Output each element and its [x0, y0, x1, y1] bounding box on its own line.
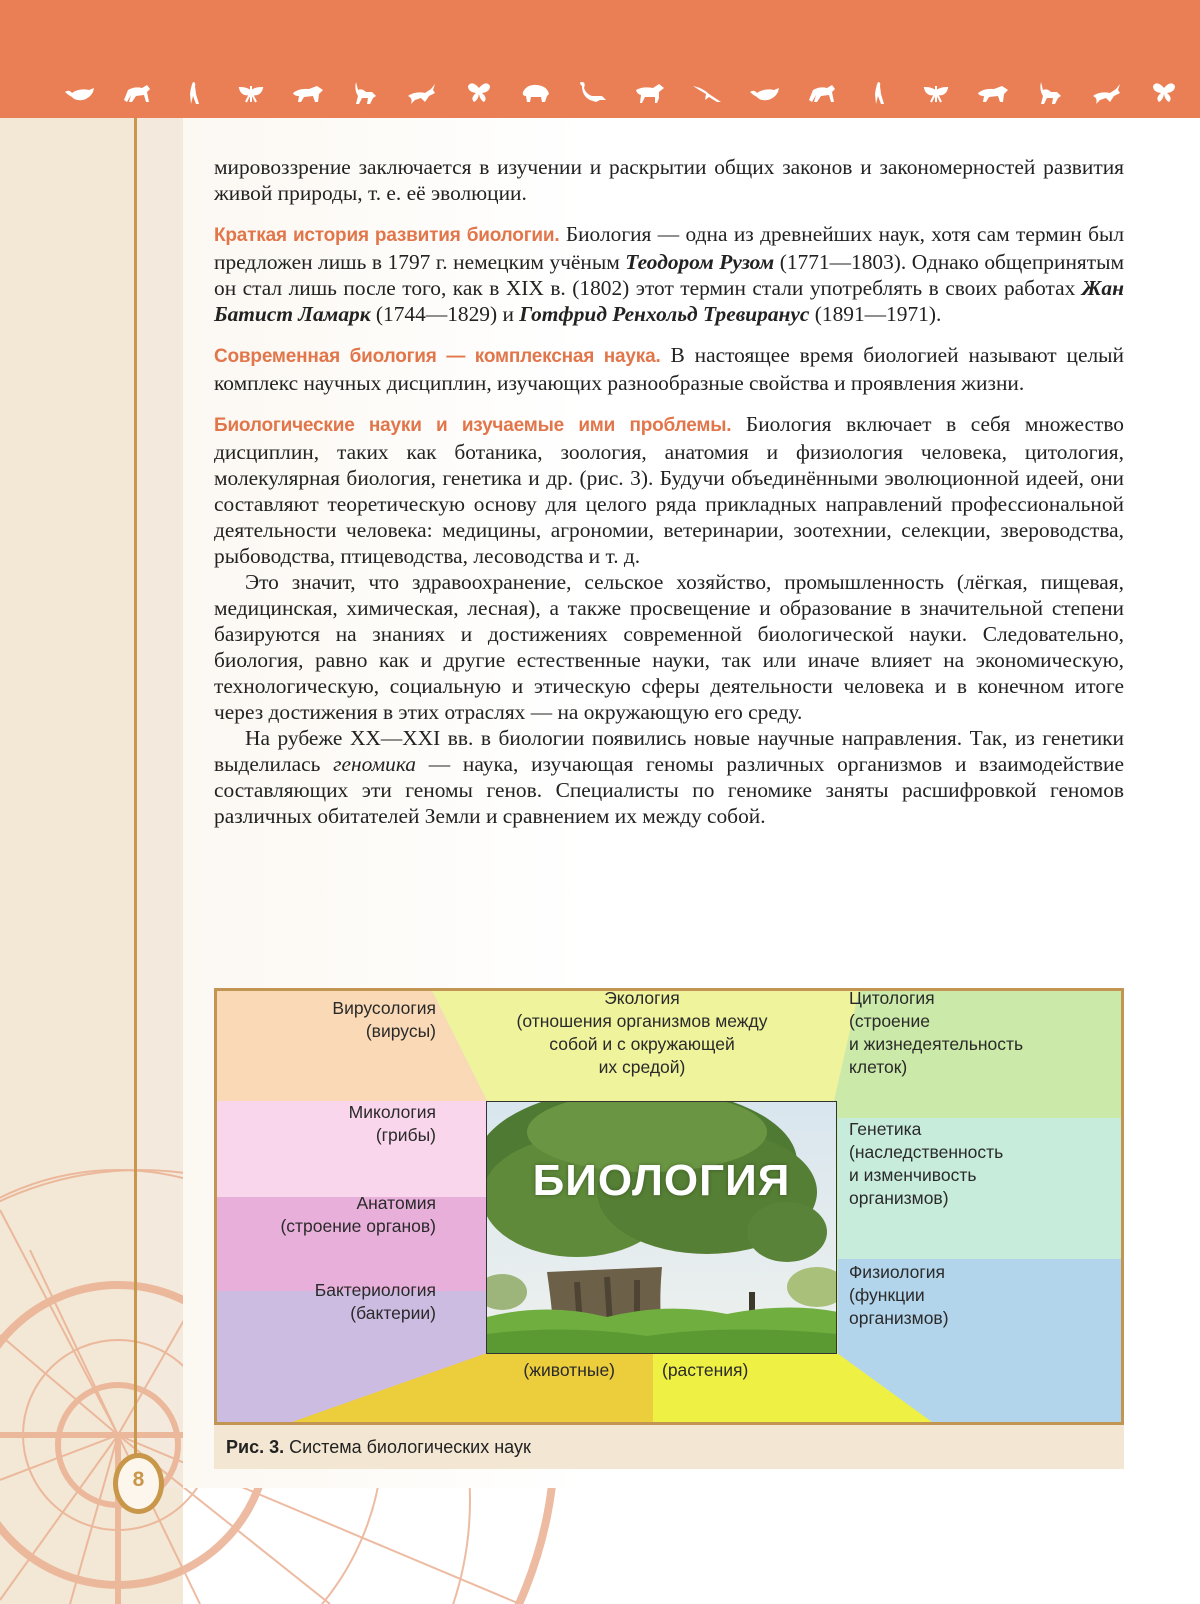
- scientist-name: Готфрид Ренхольд Тревиранус: [519, 302, 810, 326]
- bacteriology-label: Бактериология (бактерии): [314, 1280, 436, 1323]
- dolphin-icon: [747, 79, 783, 107]
- page-header-band: [0, 0, 1200, 118]
- scientist-name: Жан Батист Ламарк: [214, 276, 1124, 326]
- bison-icon: [518, 79, 554, 107]
- ecology-label: Экология (отношения организмов между собой и с окружающей их средой): [516, 988, 768, 1077]
- paragraph-worldview: мировоззрение заключается в изучении и раскрытии общих законов и закономерностей развития живой природы, т. е. её эволюции.: [214, 155, 1124, 205]
- antelope-icon: [404, 79, 440, 107]
- figure-caption-text: Система биологических наук: [284, 1437, 531, 1457]
- paragraph-biological-sciences: Биологические науки и изучаемые ими проблемы. Биология включает в себя множество дисциплин, таких как ботаника, зоология, анатомия и физиология человека, цитология, молекулярная биология, генетика и др. (рис. 3). Будучи объединёнными эволюционной идеей, они составляют теоретическую основу для целого ряда прикладных направлений профессиональной деятельности человека: медицины, агрономии, ветеринарии, зоотехнии, селекции, звероводства, рыбоводства, птицеводства, лесоводства и т. д.: [214, 412, 1124, 568]
- scorpion-icon: [575, 79, 611, 107]
- mycology-label: Микология (грибы): [348, 1102, 436, 1145]
- genetics-label: Генетика (наследственность и изменчивость организмов): [849, 1119, 1004, 1208]
- hyena-icon: [804, 79, 840, 107]
- meerkat-icon: [861, 79, 897, 107]
- botany-label: (растения): [662, 1360, 749, 1380]
- antelope-icon: [1089, 79, 1125, 107]
- cat-icon: [1032, 79, 1068, 107]
- section-heading-sciences: Биологические науки и изучаемые ими проблемы.: [214, 415, 732, 436]
- figure-caption: [214, 1425, 1124, 1469]
- anatomy-label: Анатомия (строение органов): [280, 1193, 436, 1236]
- scientist-name: Теодором Рузом: [625, 250, 775, 274]
- hyena-icon: [119, 79, 155, 107]
- paragraph-impact: Это значит, что здравоохранение, сельское хозяйство, промышленность (лёгкая, пищевая, медицинская, химическая, лесная), а также просвещение и образование в значительной степени базируются на знаниях и достижениях современной биологической науки. Следовательно, биология, равно как и другие естественные науки, так или иначе влияет на экономическую, технологическую, социальную и этическую сферы деятельности человека и в конечном итоге через достижения в этих отраслях — на окружающую его среду.: [214, 570, 1124, 724]
- left-margin-inner: [136, 118, 183, 1488]
- margin-rule-line: [134, 118, 137, 1468]
- butterfly-icon: [461, 79, 497, 107]
- boar-icon: [290, 79, 326, 107]
- biology-title: БИОЛОГИЯ: [532, 1156, 791, 1205]
- paragraph-genomics: На рубеже XX—XXI вв. в биологии появились новые научные направления. Так, из генетики выделилась геномика — наука, изучающая геномы различных организмов и взаимодействие составляющих эти геномы генов. Специалисты по геномике заняты расшифровкой геномов различных обитателей Земли и сравнением их между собой.: [214, 726, 1124, 828]
- paragraph-history: Краткая история развития биологии. Биология — одна из древнейших наук, хотя сам термин был предложен лишь в 1797 г. немецким учёным Теодором Рузом (1771—1803). Однако общепринятым он стал лишь после того, как в XIX в. (1802) этот термин стали употреблять в своих работах Жан Батист Ламарк (1744—1829) и Готфрид Ренхольд Тревиранус (1891—1971).: [214, 222, 1124, 326]
- virology-label: Вирусология (вирусы): [332, 998, 436, 1041]
- bird-icon: [690, 79, 726, 107]
- boar-icon: [975, 79, 1011, 107]
- physiology-label: Физиология (функции организмов): [849, 1262, 949, 1328]
- section-heading-history: Краткая история развития биологии.: [214, 225, 560, 246]
- cat-icon: [347, 79, 383, 107]
- baobab-tree-photo: [486, 1101, 837, 1354]
- body-text: [214, 154, 1124, 829]
- term-genomics: геномика: [333, 752, 416, 776]
- figure-number: Рис. 3.: [226, 1437, 285, 1457]
- section-heading-modern: Современная биология — комплексная наука.: [214, 346, 661, 367]
- moth-icon: [918, 79, 954, 107]
- meerkat-icon: [176, 79, 212, 107]
- page-number: 8: [132, 1468, 145, 1491]
- cytology-label: Цитология (строение и жизнедеятельность клеток): [849, 988, 1024, 1077]
- animal-silhouette-strip: [62, 76, 1182, 110]
- dolphin-icon: [62, 79, 98, 107]
- tree-illustration: [487, 1102, 837, 1354]
- moth-icon: [233, 79, 269, 107]
- biology-sciences-diagram: [214, 988, 1124, 1425]
- paragraph-modern-biology: Современная биология — комплексная наука. В настоящее время биологией называют целый комплекс научных дисциплин, изучающих разнообразные свойства и проявления жизни.: [214, 343, 1124, 395]
- zoology-label: (животные): [523, 1360, 615, 1380]
- butterfly-icon: [1146, 79, 1182, 107]
- horse-icon: [632, 79, 668, 107]
